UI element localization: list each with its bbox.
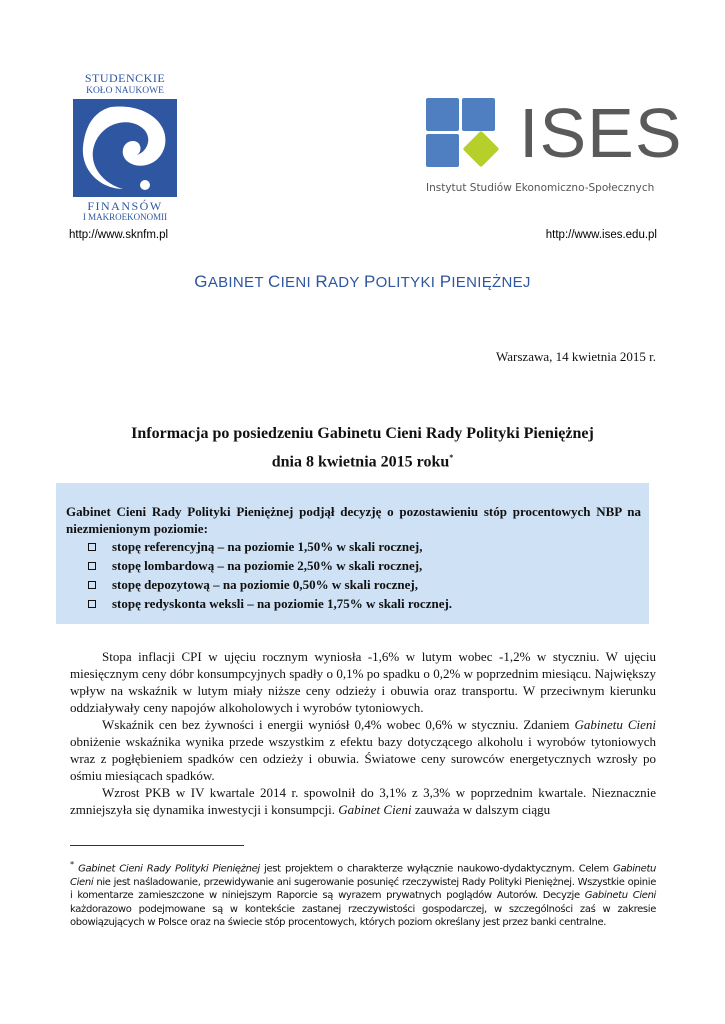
footnote-text: jest projektem o charakterze wyłącznie naukowo-dydaktycznym. Celem	[259, 863, 614, 875]
footnote-text: nie jest naśladowanie, przewidywanie ani sugerowanie posunięć rzeczywistej Rady Polityki Pieniężnej. Wszystkie opinie i komentarze zamieszczone w niniejszym Raporcie są wyrazem prywatnych poglądów Autorów. Decyzje	[70, 876, 656, 902]
emphasis: Gabinetu Cieni	[574, 717, 657, 732]
paragraph: Stopa inflacji CPI w ujęciu rocznym wyniosła -1,6% w lutym wobec -1,2% w styczniu. W ujęciu miesięcznym ceny dóbr konsumpcyjnych spadły o 0,1% po spadku o 0,2% w poprzednim miesiącu. Największy wpływ na wskaźnik w lutym miały niższe ceny odzieży i obuwia oraz transportu. W przeciwnym kierunku oddziaływały ceny napojów alkoholowych i wyrobów tytoniowych.	[70, 649, 656, 715]
paragraph-text: Wskaźnik cen bez żywności i energii wyniósł 0,4% wobec 0,6% w styczniu. Zdaniem	[102, 717, 575, 732]
list-item-text: stopę referencyjną – na poziomie 1,50% w skali rocznej,	[112, 539, 423, 554]
square-bullet-icon	[88, 600, 96, 608]
list-item-text: stopę redyskonta weksli – na poziomie 1,75% w skali rocznej.	[112, 596, 453, 611]
square-bullet-icon	[88, 581, 96, 589]
ises-squares-icon	[426, 98, 506, 174]
date-line: Warszawa, 14 kwietnia 2015 r.	[496, 349, 656, 364]
sknfm-logo-line1: STUDENCKIE	[84, 71, 166, 85]
square-bullet-icon	[88, 543, 96, 551]
title-part: IENIĘŻNEJ	[451, 274, 531, 291]
footnote	[70, 858, 656, 930]
document-title	[0, 272, 725, 292]
emphasis: Gabinet Cieni Rady Polityki Pieniężnej	[78, 863, 260, 875]
paragraph-text: zauważa w dalszym ciągu	[411, 802, 551, 817]
title-initial: P	[439, 272, 452, 291]
sknfm-logo-line3: FINANSÓW	[87, 199, 163, 213]
title-initial: C	[268, 272, 281, 291]
title-initial: P	[363, 272, 376, 291]
heading-line2-text: dnia 8 kwietnia 2015 roku	[271, 453, 450, 471]
decision-intro: Gabinet Cieni Rady Polityki Pieniężnej podjął decyzję o pozostawieniu stóp procentowych NBP na niezmienionym poziomie:	[66, 504, 641, 536]
sknfm-emblem	[73, 99, 177, 197]
list-item-text: stopę depozytową – na poziomie 0,50% w skali rocznej,	[112, 577, 418, 592]
ises-subtitle: Instytut Studiów Ekonomiczno-Społecznych	[426, 182, 655, 194]
sknfm-swirl-icon	[73, 99, 177, 197]
list-item	[86, 537, 452, 556]
heading-line2	[0, 446, 725, 474]
list-item	[86, 556, 452, 575]
footnote-marker: *	[70, 859, 74, 869]
list-item	[86, 575, 452, 594]
sknfm-logo-line4: I MAKROEKONOMII	[82, 212, 168, 222]
ises-logo	[426, 94, 683, 198]
list-item-text: stopę lombardową – na poziomie 2,50% w skali rocznej,	[112, 558, 423, 573]
paragraph	[70, 784, 656, 818]
title-part: ABINET	[207, 274, 268, 291]
emphasis: Gabinetu Cieni	[70, 863, 656, 888]
paragraph	[70, 716, 656, 784]
decision-box	[56, 483, 649, 624]
list-item	[86, 594, 452, 613]
footnote-text: każdorazowo podejmowane są w kontekście zastanej rzeczywistości gospodarczej, w szczególności zaś w zakresie obowiązujących w Polsce oraz na świecie stóp procentowych, których poziom określany jest przez banki centralne.	[70, 903, 656, 929]
footnote-marker: *	[449, 453, 454, 462]
sknfm-logo	[73, 72, 177, 220]
emphasis: Gabinetu Cieni	[584, 890, 656, 902]
ises-wordmark: ISES	[519, 94, 683, 172]
square-bullet-icon	[88, 562, 96, 570]
title-part: IENI	[280, 274, 316, 291]
heading-line1: Informacja po posiedzeniu Gabinetu Cieni Rady Polityki Pieniężnej	[131, 425, 594, 442]
title-part: OLITYKI	[375, 274, 440, 291]
body-text	[70, 648, 656, 818]
main-heading	[0, 422, 725, 474]
sknfm-url-link[interactable]: http://www.sknfm.pl	[69, 229, 169, 241]
ises-url-link[interactable]: http://www.ises.edu.pl	[545, 229, 657, 241]
title-initial: G	[194, 272, 208, 291]
footnote-divider	[70, 845, 244, 846]
emphasis: Gabinet Cieni	[338, 802, 412, 817]
paragraph-text: Wzrost PKB w IV kwartale 2014 r. spowolnił do 3,1% z 3,3% w poprzednim kwartale. Nieznacznie zmniejszyła się dynamika inwestycji i konsumpcji.	[70, 785, 656, 817]
sknfm-logo-line2: KOŁO NAUKOWE	[86, 86, 164, 96]
title-initial: R	[315, 272, 328, 291]
paragraph-text: obniżenie wskaźnika wynika przede wszystkim z efektu bazy dotyczącego alkoholu i wyrobów tytoniowych wraz z pogłębieniem spadków cen odzieży i obuwia. Światowe ceny surowców energetycznych wzrosły po ośmiu miesiącach spadków.	[70, 734, 656, 783]
title-part: ADY	[328, 274, 364, 291]
decision-list	[86, 537, 452, 613]
